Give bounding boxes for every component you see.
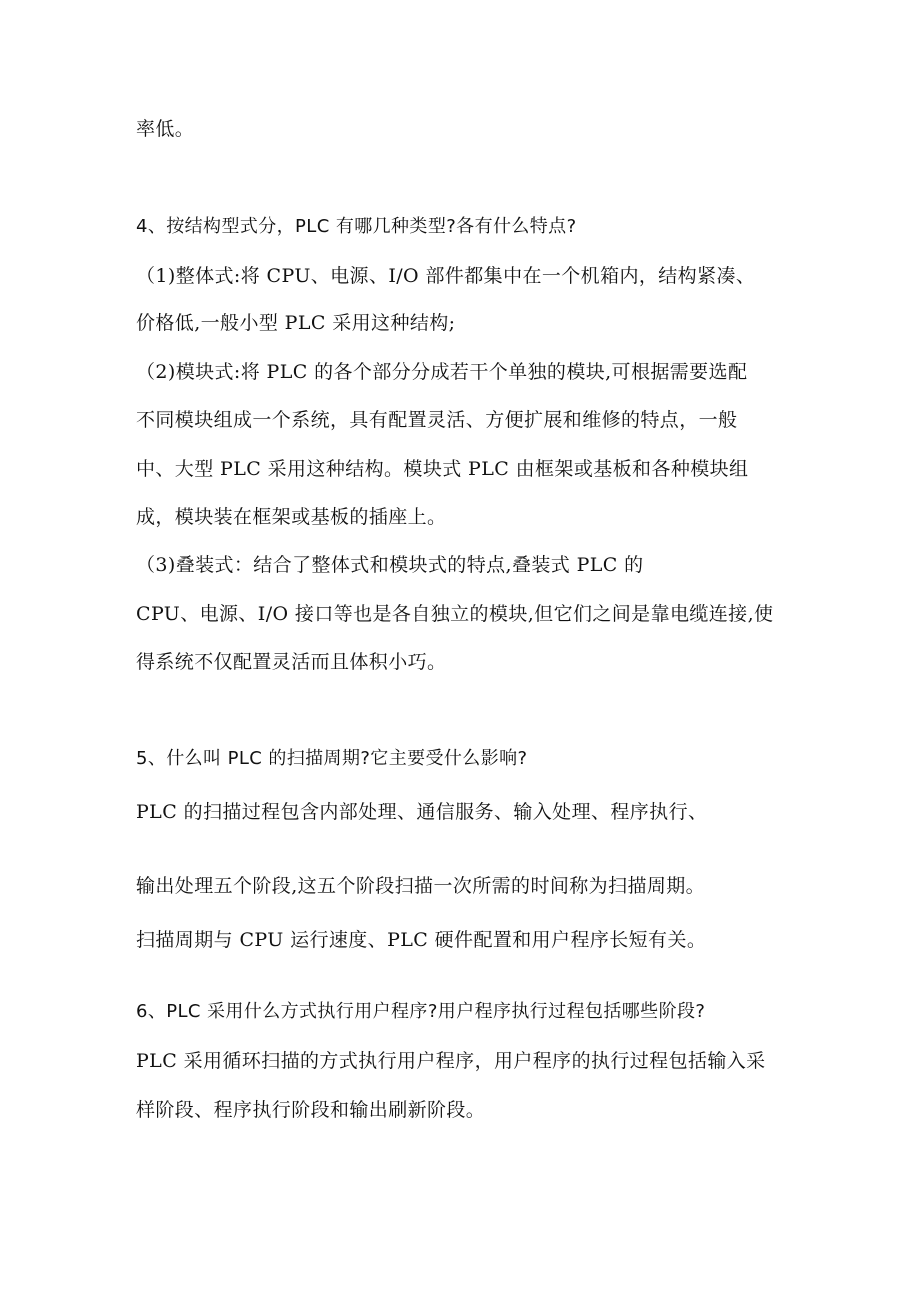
text-line: 不同模块组成一个系统，具有配置灵活、方便扩展和维修的特点，一般 <box>136 409 738 431</box>
text-line: CPU、电源、I/O 接口等也是各自独立的模块,但它们之间是靠电缆连接,使 <box>136 603 774 625</box>
text-line: （1)整体式:将 CPU、电源、I/O 部件都集中在一个机箱内，结构紧凑、 <box>136 265 756 287</box>
text-line: 价格低,一般小型 PLC 采用这种结构; <box>136 312 456 334</box>
text-line: 率低。 <box>136 118 195 140</box>
text-line: 样阶段、程序执行阶段和输出刷新阶段。 <box>136 1099 486 1121</box>
text-line: 得系统不仅配置灵活而且体积小巧。 <box>136 651 447 673</box>
text-line: PLC 的扫描过程包含内部处理、通信服务、输入处理、程序执行、 <box>136 801 708 823</box>
text-line: （2)模块式:将 PLC 的各个部分分成若干个单独的模块,可根据需要选配 <box>136 361 748 383</box>
text-line: 输出处理五个阶段,这五个阶段扫描一次所需的时间称为扫描周期。 <box>136 875 706 897</box>
text-line: 扫描周期与 CPU 运行速度、PLC 硬件配置和用户程序长短有关。 <box>136 929 707 951</box>
question-heading: 4、按结构型式分，PLC 有哪几种类型?各有什么特点? <box>136 216 577 237</box>
question-heading: 6、PLC 采用什么方式执行用户程序?用户程序执行过程包括哪些阶段? <box>136 1001 706 1022</box>
text-line: 成，模块装在框架或基板的插座上。 <box>136 506 447 528</box>
text-line: PLC 采用循环扫描的方式执行用户程序，用户程序的执行过程包括输入采 <box>136 1050 766 1072</box>
question-heading: 5、什么叫 PLC 的扫描周期?它主要受什么影响? <box>136 748 528 769</box>
text-line: 中、大型 PLC 采用这种结构。模块式 PLC 由框架或基板和各种模块组 <box>136 458 749 480</box>
text-line: （3)叠装式：结合了整体式和模块式的特点,叠装式 PLC 的 <box>136 554 644 576</box>
